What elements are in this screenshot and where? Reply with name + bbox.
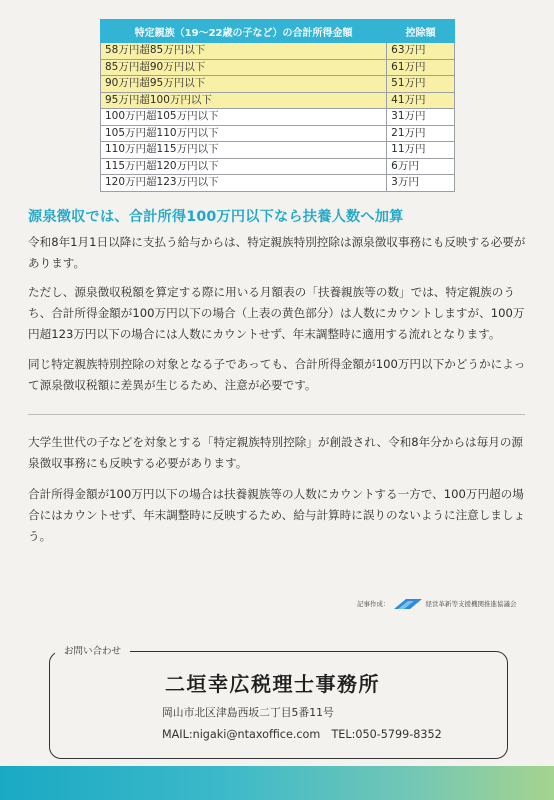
paragraph: 令和8年1月1日以降に支払う給与からは、特定親族特別控除は源泉徴収事務にも反映する必要があります。 [28, 235, 526, 270]
deduction-amount-cell: 3万円 [387, 175, 455, 192]
income-range-cell: 90万円超95万円以下 [101, 76, 387, 93]
deduction-amount-cell: 41万円 [387, 92, 455, 109]
column-header-deduction: 控除額 [387, 20, 455, 43]
credit-label: 記事作成： [357, 599, 390, 608]
table-row [101, 76, 455, 93]
deduction-amount-cell: 51万円 [387, 76, 455, 93]
table-row [101, 158, 455, 175]
deduction-amount-cell: 63万円 [387, 43, 455, 60]
table-body [101, 43, 455, 192]
summary-paragraph: 合計所得金額が100万円以下の場合は扶養親族等の人数にカウントする一方で、100万円超の場合にはカウントせず、年末調整時に反映するため、給与計算時に誤りのないように注意しましょう。 [28, 487, 526, 543]
table-row [101, 43, 455, 60]
deduction-amount-cell: 21万円 [387, 125, 455, 142]
income-range-cell: 110万円超115万円以下 [101, 142, 387, 159]
table-header-row [101, 20, 455, 43]
table-row [101, 92, 455, 109]
income-range-cell: 58万円超85万円以下 [101, 43, 387, 60]
income-range-cell: 100万円超105万円以下 [101, 109, 387, 126]
deduction-amount-cell: 31万円 [387, 109, 455, 126]
deduction-amount-cell: 11万円 [387, 142, 455, 159]
deduction-table [100, 19, 455, 192]
paragraph: 同じ特定親族特別控除の対象となる子であっても、合計所得金額が100万円以下かどうかによって源泉徴収税額に差異が生じるため、注意が必要です。 [28, 357, 526, 392]
divider [28, 414, 525, 415]
organization-logo-icon [392, 596, 422, 610]
contact-label: お問い合わせ [55, 643, 130, 657]
deduction-amount-cell: 6万円 [387, 158, 455, 175]
office-name: 二垣幸広税理士事務所 [165, 672, 380, 696]
income-range-cell: 115万円超120万円以下 [101, 158, 387, 175]
income-range-cell: 85万円超90万円以下 [101, 59, 387, 76]
table-row [101, 125, 455, 142]
table-row [101, 59, 455, 76]
deduction-amount-cell: 61万円 [387, 59, 455, 76]
contact-mail-tel: MAIL:nigaki@ntaxoffice.com TEL:050-5799-8352 [162, 728, 442, 741]
table-row [101, 109, 455, 126]
article-credit [357, 596, 517, 610]
paragraph: ただし、源泉徴収税額を算定する際に用いる月額表の「扶養親族等の数」では、特定親族のうち、合計所得金額が100万円以下の場合（上表の黄色部分）は人数にカウントしますが、100万円超123万円以下の場合には人数にカウントせず、年末調整時に適用する流れとなります。 [28, 285, 525, 341]
table-row [101, 175, 455, 192]
footer-gradient-bar [0, 766, 554, 800]
income-range-cell: 95万円超100万円以下 [101, 92, 387, 109]
office-address: 岡山市北区津島西坂二丁目5番11号 [162, 706, 334, 719]
section-heading: 源泉徴収では、合計所得100万円以下なら扶養人数へ加算 [28, 209, 404, 225]
income-range-cell: 105万円超110万円以下 [101, 125, 387, 142]
summary-paragraph: 大学生世代の子などを対象とする「特定親族特別控除」が創設され、令和8年分からは毎月の源泉徴収事務にも反映する必要があります。 [28, 435, 524, 470]
credit-organization: 経営革新等支援機関推進協議会 [425, 599, 517, 608]
income-range-cell: 120万円超123万円以下 [101, 175, 387, 192]
table-row [101, 142, 455, 159]
column-header-income: 特定親族（19～22歳の子など）の合計所得金額 [101, 20, 387, 43]
